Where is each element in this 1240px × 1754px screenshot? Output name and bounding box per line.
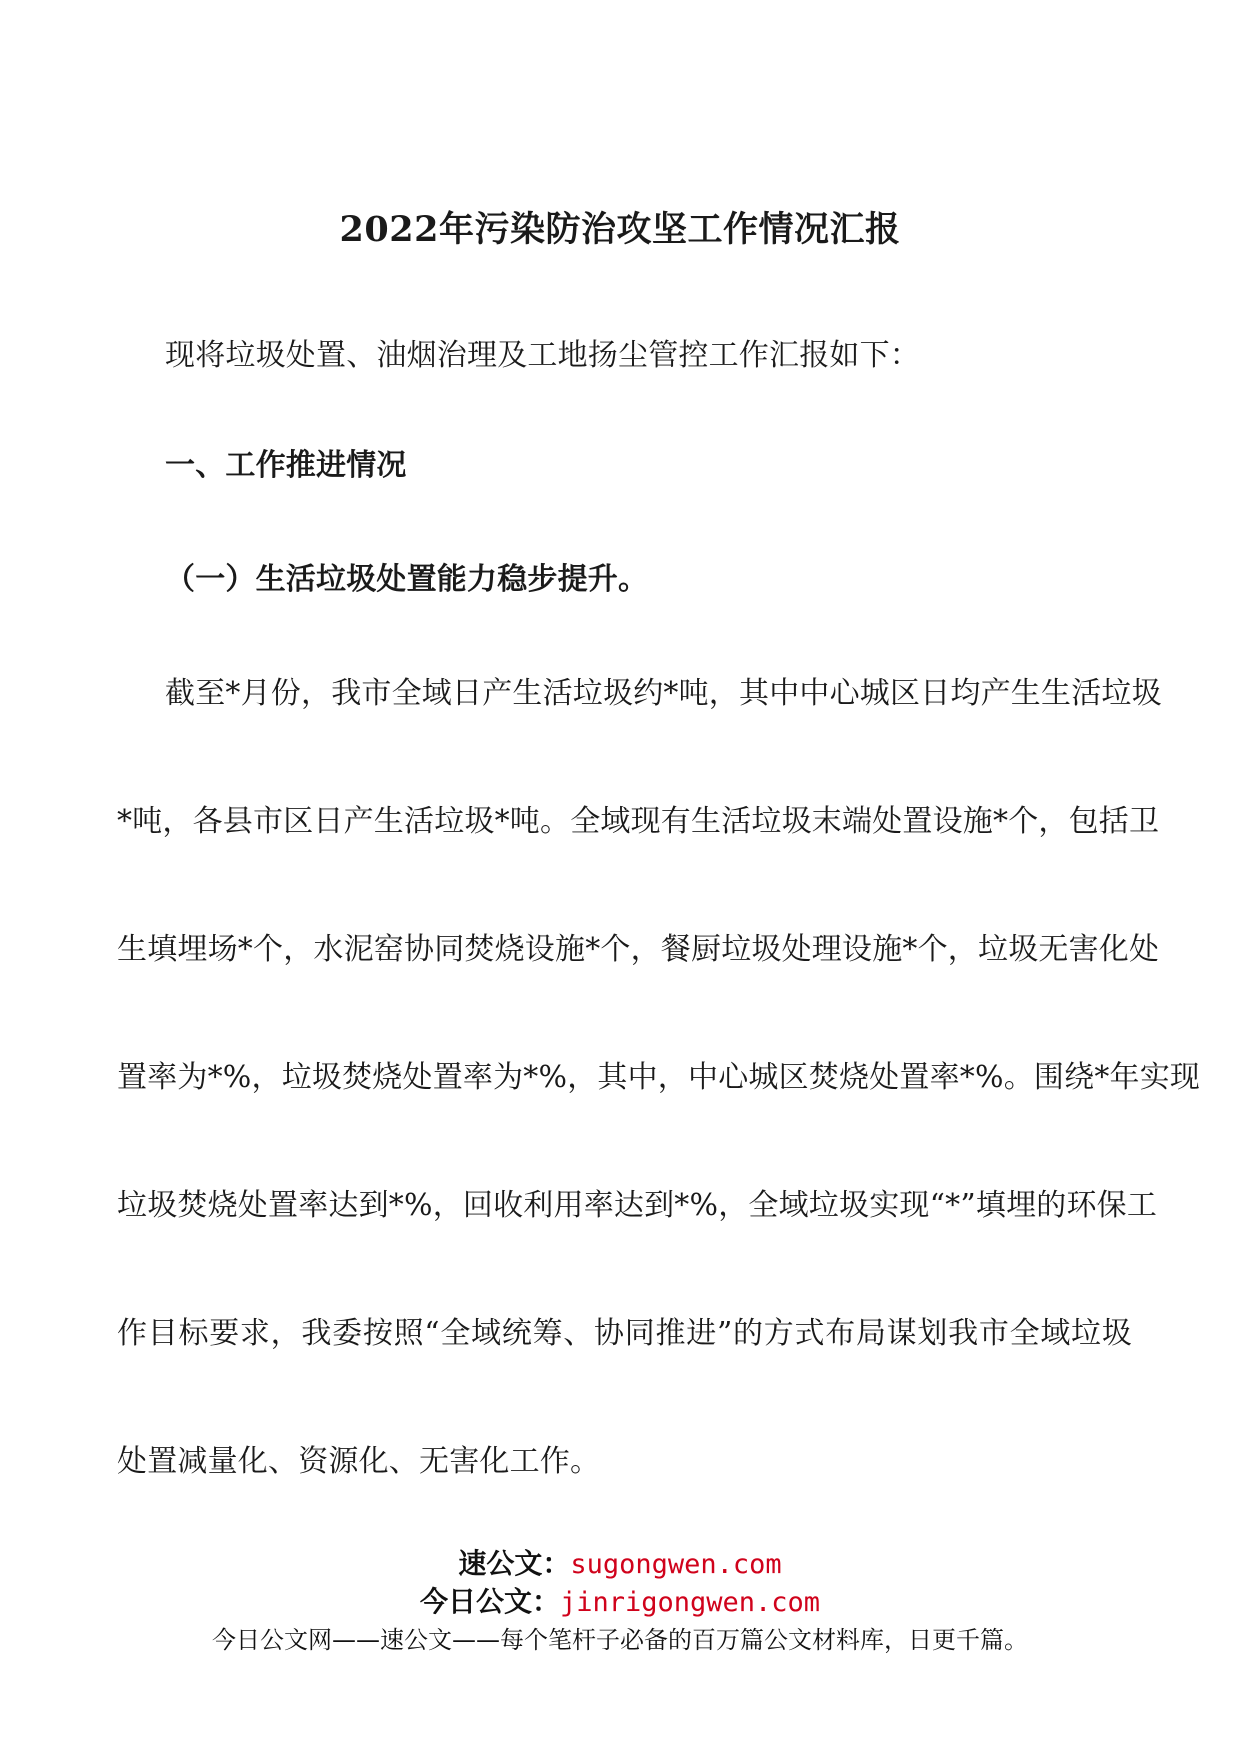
footer-site-jinrigongwen	[0, 1584, 1240, 1621]
paragraph-line: 作目标要求，我委按照“全域统筹、协同推进”的方式布局谋划我市全域垃圾	[117, 1316, 1132, 1351]
footer-site-link[interactable]: jinrigongwen.com	[559, 1587, 821, 1618]
footer-site-link[interactable]: sugongwen.com	[570, 1549, 782, 1580]
paragraph-line: 处置减量化、资源化、无害化工作。	[117, 1444, 601, 1479]
intro-paragraph: 现将垃圾处置、油烟治理及工地扬尘管控工作汇报如下：	[165, 338, 920, 373]
paragraph-line: 置率为*%，垃圾焚烧处置率为*%，其中，中心城区焚烧处置率*%。围绕*年实现	[117, 1060, 1201, 1095]
paragraph-line: 生填埋场*个，水泥窑协同焚烧设施*个，餐厨垃圾处理设施*个，垃圾无害化处	[117, 932, 1160, 967]
footer-site-label: 今日公文：	[419, 1585, 560, 1618]
subsection-heading: （一）生活垃圾处置能力稳步提升。	[165, 562, 649, 597]
paragraph-line: 垃圾焚烧处置率达到*%，回收利用率达到*%，全域垃圾实现“*”填埋的环保工	[117, 1188, 1158, 1223]
footer-site-label: 速公文：	[458, 1547, 571, 1580]
paragraph-line: 截至*月份，我市全域日产生活垃圾约*吨，其中中心城区日均产生生活垃圾	[165, 676, 1162, 711]
document-title: 2022年污染防治攻坚工作情况汇报	[339, 209, 901, 250]
footer-slogan: 今日公文网——速公文——每个笔杆子必备的百万篇公文材料库，日更千篇。	[212, 1626, 1028, 1654]
section-heading: 一、工作推进情况	[165, 448, 407, 483]
paragraph-line: *吨，各县市区日产生活垃圾*吨。全域现有生活垃圾末端处置设施*个，包括卫	[117, 804, 1160, 839]
footer-site-sugongwen	[0, 1546, 1240, 1583]
